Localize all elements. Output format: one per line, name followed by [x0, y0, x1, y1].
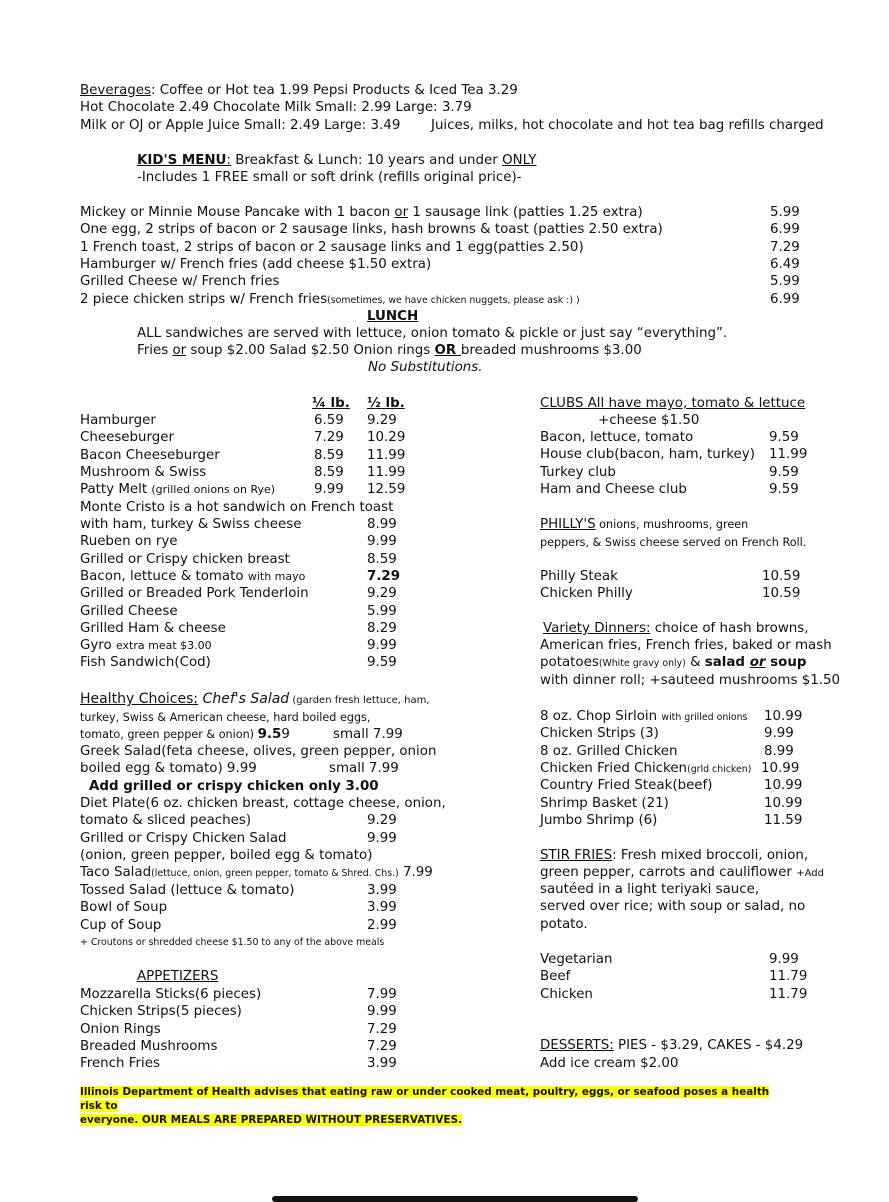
kids-item	[80, 256, 431, 273]
sandwich-price: 7.29	[367, 568, 401, 584]
lunch-title: LUNCH	[367, 309, 419, 324]
monte-cristo-desc: Monte Cristo is a hot sandwich on French toast	[80, 500, 394, 515]
burger-name: Mushroom & Swiss	[80, 464, 207, 480]
dinners-title: Variety Dinners:	[543, 621, 651, 636]
refills-note: Juices, milks, hot chocolate and hot tea bag refills charged	[431, 118, 824, 133]
sandwich-item	[80, 516, 301, 533]
taco-salad-row	[80, 864, 433, 882]
burger-price-half: 11.99	[367, 464, 406, 480]
sandwich-name: Grilled or Breaded Pork Tenderloin	[80, 586, 309, 602]
stirfries-desc-2-text: green pepper, carrots and cauliflower	[540, 865, 797, 880]
kids-item-name: Hamburger w/ French fries (add cheese $1.50 extra)	[80, 256, 432, 272]
stirfries-desc-3: sautéed in a light teriyaki sauce,	[540, 882, 760, 897]
healthy-title: Healthy Choices:	[80, 691, 199, 707]
burger-price-quarter: 7.29	[314, 430, 344, 446]
croutons-footnote: + Croutons or shredded cheese $1.50 to any of the above meals	[80, 937, 385, 948]
stirfries-desc-1	[540, 847, 808, 864]
chefs-salad-price-rest: 9	[281, 727, 290, 742]
burger-price-quarter: 8.59	[314, 447, 344, 463]
diet-plate-price: 9.29	[367, 813, 397, 828]
appetizer-price: 3.99	[367, 1056, 397, 1072]
burger-price-half: 11.99	[367, 447, 406, 463]
dinner-item	[540, 812, 657, 829]
kids-menu-note: -Includes 1 FREE small or soft drink (refills original price)-	[137, 170, 522, 185]
kids-item	[80, 273, 279, 290]
sandwich-name: Gyro	[80, 638, 116, 654]
clubs-cheese: +cheese $1.50	[598, 413, 700, 428]
lunch-sides-prices	[137, 342, 642, 359]
chicken-salad-name: Grilled or Crispy Chicken Salad	[80, 831, 287, 846]
lunch-mushrooms: breaded mushrooms $3.00	[460, 343, 642, 358]
stirfries-desc-4: served over rice; with soup or salad, no	[540, 899, 806, 914]
philly-price: 10.59	[762, 586, 801, 602]
healthy-item-name: Cup of Soup	[80, 917, 162, 933]
dinners-desc-2: American fries, French fries, baked or mash	[540, 638, 832, 653]
dinner-price: 10.99	[764, 709, 803, 724]
kids-item	[80, 291, 580, 309]
desserts-line-1	[540, 1037, 803, 1054]
kids-item-price: 7.29	[770, 239, 800, 255]
healthy-item-price: 3.99	[367, 900, 397, 916]
sandwich-item	[80, 551, 290, 568]
kids-item-price: 5.99	[770, 205, 800, 220]
dinner-name: 8 oz. Chop Sirloin	[540, 709, 662, 724]
appetizer-name: Breaded Mushrooms	[80, 1038, 218, 1054]
burger-item	[80, 481, 275, 498]
burger-note: (grilled onions on Rye)	[151, 483, 276, 497]
sandwich-item	[80, 654, 211, 671]
kids-item-or: or	[394, 205, 409, 220]
beverages-line-2: Hot Chocolate 2.49 Chocolate Milk Small: 2.99 Large: 3.79	[80, 100, 472, 115]
stirfry-name: Vegetarian	[540, 952, 613, 967]
stirfry-name: Chicken	[540, 986, 593, 1002]
stirfries-desc-5: potato.	[540, 917, 588, 932]
lunch-fries: Fries	[137, 343, 173, 358]
dinner-price: 10.99	[764, 795, 803, 811]
dinner-item	[540, 760, 751, 778]
lunch-OR: OR	[434, 343, 461, 358]
club-name: Turkey club	[540, 464, 616, 480]
stirfries-desc-2	[540, 864, 824, 882]
phillys-desc-1-text: onions, mushrooms, green	[595, 518, 749, 531]
appetizer-price: 7.99	[367, 987, 397, 1002]
club-name: House club(bacon, ham, turkey)	[540, 447, 755, 463]
sandwich-item	[80, 585, 309, 602]
dinners-soup: soup	[765, 655, 807, 670]
burger-price-half: 12.59	[367, 482, 406, 498]
quarter-lb-header: ¼ lb.	[312, 396, 350, 411]
sandwich-price: 9.99	[367, 638, 397, 654]
sandwich-item	[80, 637, 212, 654]
chicken-salad-note: (onion, green pepper, boiled egg & tomato)	[80, 848, 373, 863]
dinners-desc-3	[540, 654, 806, 672]
kids-item	[80, 204, 643, 221]
kids-item	[80, 239, 584, 256]
burger-name: Bacon Cheeseburger	[80, 447, 220, 463]
kids-item-price: 6.49	[770, 256, 800, 272]
appetizer-price: 7.29	[367, 1038, 397, 1054]
kids-item-price: 5.99	[770, 274, 800, 290]
sandwich-name: Grilled Ham & cheese	[80, 620, 226, 636]
beverages-label: Beverages	[80, 83, 152, 98]
burger-price-half: 10.29	[367, 430, 406, 446]
half-lb-header: ½ lb.	[367, 396, 405, 411]
greek-salad-desc-1: Greek Salad(feta cheese, olives, green pepper, onion	[80, 744, 437, 759]
philly-name: Chicken Philly	[540, 586, 633, 602]
sandwich-name: Grilled Cheese	[80, 603, 178, 619]
healthy-item-price: 3.99	[367, 883, 397, 898]
beverages-line-1	[80, 82, 518, 99]
sandwich-note: with mayo	[247, 569, 306, 583]
burger-name: Hamburger	[80, 413, 156, 428]
burger-name: Patty Melt	[80, 482, 152, 498]
chefs-salad-desc-3a: tomato, green pepper & onion)	[80, 728, 258, 741]
kids-item-note: (sometimes, we have chicken nuggets, please ask :) )	[327, 294, 580, 306]
greek-salad-desc-2: boiled egg & tomato) 9.99	[80, 761, 257, 776]
taco-salad-price: 7.99	[398, 865, 433, 880]
dinners-desc-1-text: choice of hash browns,	[650, 621, 809, 636]
dinners-potatoes: potatoes	[540, 655, 599, 670]
burger-item	[80, 429, 174, 446]
phillys-desc-2: peppers, & Swiss cheese served on French Roll.	[540, 536, 807, 549]
chefs-salad-desc-2: turkey, Swiss & American cheese, hard boiled eggs,	[80, 711, 371, 724]
stirfry-name: Beef	[540, 969, 571, 985]
beverages-text-1: : Coffee or Hot tea 1.99 Pepsi Products & Iced Tea 3.29	[151, 83, 518, 98]
club-price: 9.59	[769, 464, 799, 480]
sandwich-item	[80, 620, 226, 637]
club-name: Bacon, lettuce, tomato	[540, 430, 694, 445]
dinners-salad: salad	[704, 655, 750, 670]
burger-item	[80, 464, 206, 481]
health-warning	[80, 1085, 780, 1127]
dinner-price: 8.99	[764, 743, 794, 759]
dinner-item	[540, 725, 659, 742]
desserts-line-2: Add ice cream $2.00	[540, 1056, 679, 1071]
dinner-name: Shrimp Basket (21)	[540, 795, 669, 811]
kids-only: ONLY	[502, 153, 537, 168]
sandwich-price: 5.99	[367, 603, 397, 619]
appetizers-title: APPETIZERS	[137, 969, 219, 984]
kids-item-name: 2 piece chicken strips w/ French fries	[80, 291, 328, 307]
chefs-salad-price-bold: 9.5	[257, 727, 282, 742]
diet-plate-desc-2: tomato & sliced peaches)	[80, 813, 252, 828]
phillys-desc-1	[540, 516, 748, 533]
dinner-price: 9.99	[764, 726, 794, 742]
kids-item-name: 1 French toast, 2 strips of bacon or 2 sausage links and 1 egg(patties 2.50)	[80, 239, 584, 255]
burger-name: Cheeseburger	[80, 430, 175, 446]
kids-item-price: 6.99	[770, 222, 800, 238]
sandwich-name: Bacon, lettuce & tomato	[80, 568, 248, 584]
sandwich-price: 9.99	[367, 534, 397, 550]
kids-menu-header	[137, 152, 536, 169]
chefs-salad-note: (garden fresh lettuce, ham,	[289, 695, 430, 706]
sandwich-price: 9.59	[367, 655, 397, 671]
dinner-price: 10.99	[764, 778, 803, 794]
healthy-header	[80, 690, 430, 710]
dinner-item	[540, 777, 713, 794]
appetizer-name: French Fries	[80, 1056, 160, 1072]
stirfries-desc-1-text: : Fresh mixed broccoli, onion,	[612, 848, 809, 863]
appetizer-price: 7.29	[367, 1021, 397, 1037]
dinner-name: Country Fried Steak(beef)	[540, 778, 713, 794]
home-indicator-bar[interactable]	[272, 1196, 638, 1202]
clubs-title: CLUBS All have mayo, tomato & lettuce	[540, 396, 806, 411]
stirfry-price: 9.99	[769, 952, 799, 967]
burger-price-quarter: 6.59	[314, 413, 344, 428]
club-name: Ham and Cheese club	[540, 481, 687, 497]
appetizer-name: Chicken Strips(5 pieces)	[80, 1004, 242, 1020]
stirfries-title: STIR FRIES	[540, 848, 613, 863]
dinner-item	[540, 795, 669, 812]
burger-price-quarter: 8.59	[314, 464, 344, 480]
chefs-salad-desc-3	[80, 726, 290, 743]
kids-item	[80, 221, 663, 238]
health-warning-line-1: Illinois Department of Health advises that eating raw or under cooked meat, poultry, eggs, or seafood poses a health risk to	[80, 1086, 770, 1112]
taco-salad-note: (lettuce, onion, green pepper, tomato & Shred. Chs.)	[151, 868, 399, 879]
desserts-title: DESSERTS:	[540, 1038, 614, 1053]
add-chicken-note: Add grilled or crispy chicken only 3.00	[89, 779, 379, 794]
club-price: 9.59	[769, 481, 799, 497]
kids-item-name: Grilled Cheese w/ French fries	[80, 274, 280, 290]
dinners-gravy-note: (White gravy only)	[598, 658, 686, 669]
diet-plate-desc-1: Diet Plate(6 oz. chicken breast, cottage cheese, onion,	[80, 796, 446, 811]
desserts-prices: PIES - $3.29, CAKES - $4.29	[613, 1038, 804, 1053]
sandwich-name: with ham, turkey & Swiss cheese	[80, 517, 302, 532]
burger-item	[80, 447, 220, 464]
sandwich-price: 9.29	[367, 586, 397, 602]
health-warning-line-2: everyone. OUR MEALS ARE PREPARED WITHOUT PRESERVATIVES.	[80, 1114, 462, 1126]
taco-salad-name: Taco Salad	[80, 865, 152, 880]
philly-price: 10.59	[762, 569, 801, 584]
club-price: 11.99	[769, 447, 808, 463]
healthy-item-name: Bowl of Soup	[80, 900, 168, 916]
burger-price-half: 9.29	[367, 413, 397, 428]
chefs-salad: Chef's Salad	[198, 691, 290, 707]
kids-menu-title: KID'S MENU	[137, 153, 227, 168]
sandwich-price: 8.29	[367, 620, 397, 636]
appetizer-name: Mozzarella Sticks(6 pieces)	[80, 987, 262, 1002]
greek-salad-small: small 7.99	[329, 761, 399, 776]
sandwich-name: Grilled or Crispy chicken breast	[80, 551, 290, 567]
dinners-amp: &	[685, 655, 705, 670]
stirfry-price: 11.79	[769, 986, 808, 1002]
kids-item-price: 6.99	[770, 291, 800, 307]
kids-item-name: One egg, 2 strips of bacon or 2 sausage links, hash browns & toast (patties 2.50 extra)	[80, 222, 663, 238]
dinners-or: or	[749, 655, 766, 670]
healthy-item-price: 2.99	[367, 917, 397, 933]
dinner-name: Jumbo Shrimp (6)	[540, 812, 658, 828]
club-price: 9.59	[769, 430, 799, 445]
dinner-note: with grilled onions	[661, 712, 748, 723]
burger-item	[80, 412, 156, 429]
healthy-item-name: Tossed Salad (lettuce & tomato)	[80, 883, 295, 898]
sandwich-price: 8.59	[367, 551, 397, 567]
chicken-salad-price: 9.99	[367, 831, 397, 846]
burger-price-quarter: 9.99	[314, 482, 344, 498]
sandwich-name: Fish Sandwich(Cod)	[80, 655, 211, 671]
dinner-item	[540, 708, 747, 726]
kids-item-name: Mickey or Minnie Mouse Pancake with 1 bacon	[80, 205, 395, 220]
beverages-line-3	[80, 117, 400, 134]
kids-colon: :	[226, 153, 231, 168]
beverages-text-3a: Milk or OJ or Apple Juice Small: 2.49 Large: 3.49	[80, 118, 401, 133]
philly-name: Philly Steak	[540, 569, 618, 584]
sandwich-name: Rueben on rye	[80, 534, 178, 550]
sandwich-price: 8.99	[367, 517, 397, 532]
dinners-desc-1	[543, 620, 809, 637]
dinner-name: Chicken Strips (3)	[540, 726, 659, 742]
appetizer-price: 9.99	[367, 1004, 397, 1020]
stirfry-price: 11.79	[769, 969, 808, 985]
lunch-or: or	[172, 343, 187, 358]
dinners-desc-4: with dinner roll; +sauteed mushrooms $1.50	[540, 673, 841, 688]
sandwich-item	[80, 603, 178, 620]
no-substitutions: No Substitutions.	[368, 360, 483, 375]
phillys-title: PHILLY'S	[540, 517, 596, 532]
dinner-note: (grld chicken)	[687, 763, 752, 775]
sandwich-item	[80, 568, 305, 585]
dinner-price: 11.59	[764, 812, 803, 828]
kids-desc: Breakfast & Lunch: 10 years and under	[230, 153, 503, 168]
dinner-name: 8 oz. Grilled Chicken	[540, 743, 678, 759]
lunch-sides-note: ALL sandwiches are served with lettuce, onion tomato & pickle or just say “everything”.	[137, 326, 728, 341]
dinner-price: 10.99	[761, 760, 800, 776]
dinner-name: Chicken Fried Chicken	[540, 760, 688, 776]
stirfries-add: +Add	[796, 868, 824, 879]
sandwich-item	[80, 533, 178, 550]
sandwich-note: extra meat $3.00	[115, 639, 212, 653]
lunch-soup-salad: soup $2.00 Salad $2.50 Onion rings	[186, 343, 435, 358]
kids-item-name-cont: 1 sausage link (patties 1.25 extra)	[408, 205, 643, 220]
appetizer-name: Onion Rings	[80, 1021, 161, 1037]
chefs-salad-small: small 7.99	[333, 727, 403, 742]
dinner-item	[540, 743, 677, 760]
